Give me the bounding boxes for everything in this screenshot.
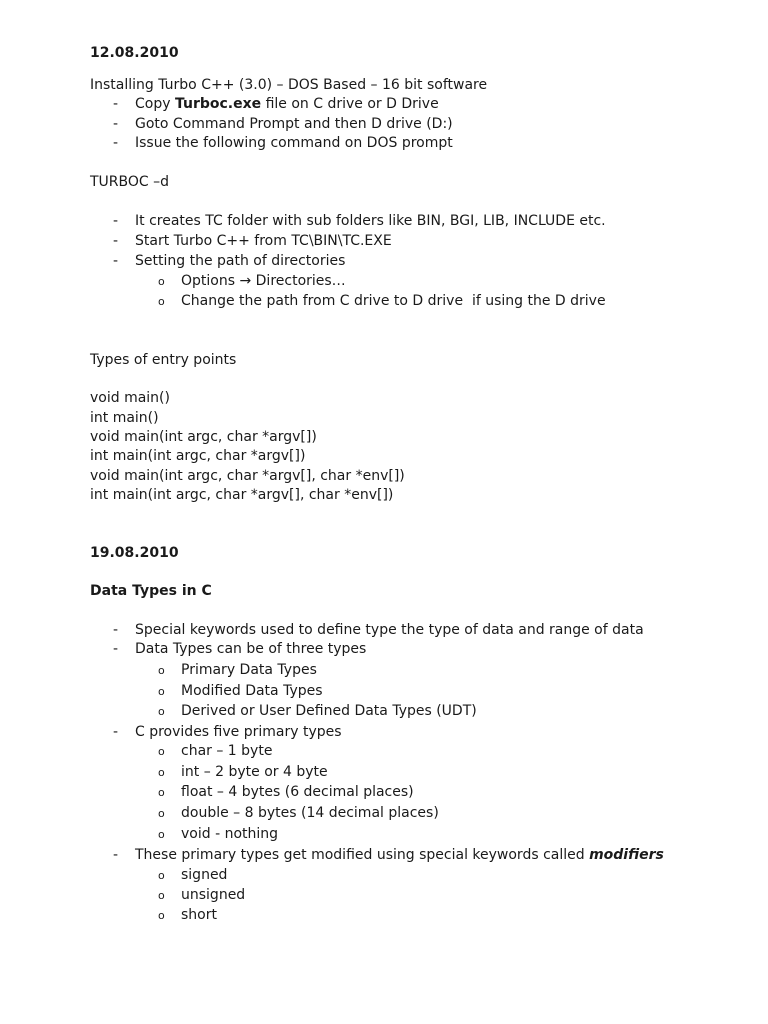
dash-bullet: - — [113, 253, 119, 269]
entry-points-heading: Types of entry points — [90, 352, 237, 368]
step-text: Copy — [135, 96, 175, 112]
primary-type: double – 8 bytes (14 decimal places) — [181, 805, 439, 821]
datatype-point-4 — [135, 847, 664, 864]
entry-point: void main(int argc, char *argv[], char *env[]) — [90, 468, 405, 484]
dash-bullet: - — [113, 96, 119, 112]
circle-bullet: o — [158, 869, 165, 882]
datatypes-heading: Data Types in C — [90, 583, 212, 599]
circle-bullet: o — [158, 295, 165, 308]
dash-bullet: - — [113, 622, 119, 638]
circle-bullet: o — [158, 766, 165, 779]
entry-point: void main(int argc, char *argv[]) — [90, 429, 317, 445]
dash-bullet: - — [113, 116, 119, 132]
modifiers-term: modifiers — [589, 847, 664, 863]
point-text: These primary types get modified using special keywords called — [135, 847, 590, 863]
datatype-point-2: Data Types can be of three types — [135, 641, 367, 657]
install-step-3: Issue the following command on DOS prompt — [135, 135, 453, 151]
command-text: TURBOC –d — [90, 174, 170, 190]
modifier-item: signed — [181, 867, 228, 883]
after-substep-2: Change the path from C drive to D drive if using the D drive — [181, 293, 606, 309]
after-step-3: Setting the path of directories — [135, 253, 346, 269]
modifier-item: short — [181, 907, 217, 923]
circle-bullet: o — [158, 889, 165, 902]
circle-bullet: o — [158, 909, 165, 922]
after-step-2: Start Turbo C++ from TC\BIN\TC.EXE — [135, 233, 392, 249]
datatype-point-3: C provides five primary types — [135, 724, 342, 740]
install-step-2: Goto Command Prompt and then D drive (D:) — [135, 116, 453, 132]
modifier-item: unsigned — [181, 887, 246, 903]
primary-type: int – 2 byte or 4 byte — [181, 764, 328, 780]
filename-bold: Turboc.exe — [174, 96, 262, 112]
dash-bullet: - — [113, 135, 119, 151]
primary-type: void - nothing — [181, 826, 279, 842]
date-heading-1: 12.08.2010 — [90, 45, 179, 61]
dash-bullet: - — [113, 641, 119, 657]
circle-bullet: o — [158, 786, 165, 799]
entry-point: int main(int argc, char *argv[], char *env[]) — [90, 487, 394, 503]
entry-point: int main(int argc, char *argv[]) — [90, 448, 306, 464]
circle-bullet: o — [158, 685, 165, 698]
entry-point: int main() — [90, 410, 159, 426]
dash-bullet: - — [113, 233, 119, 249]
datatype-kind: Primary Data Types — [181, 662, 317, 678]
primary-type: char – 1 byte — [181, 743, 273, 759]
date-heading-2: 19.08.2010 — [90, 545, 179, 561]
install-heading: Installing Turbo C++ (3.0) – DOS Based – 16 bit software — [90, 77, 488, 93]
after-step-1: It creates TC folder with sub folders like BIN, BGI, LIB, INCLUDE etc. — [135, 213, 606, 229]
datatype-kind: Modified Data Types — [181, 683, 323, 699]
circle-bullet: o — [158, 705, 165, 718]
circle-bullet: o — [158, 745, 165, 758]
entry-point: void main() — [90, 390, 170, 406]
primary-type: float – 4 bytes (6 decimal places) — [181, 784, 414, 800]
circle-bullet: o — [158, 664, 165, 677]
after-substep-1: Options → Directories… — [181, 273, 346, 289]
circle-bullet: o — [158, 275, 165, 288]
dash-bullet: - — [113, 724, 119, 740]
dash-bullet: - — [113, 213, 119, 229]
install-step-1 — [135, 96, 439, 113]
circle-bullet: o — [158, 828, 165, 841]
datatype-point-1: Special keywords used to define type the type of data and range of data — [135, 622, 644, 638]
dash-bullet: - — [113, 847, 119, 863]
datatype-kind: Derived or User Defined Data Types (UDT) — [181, 703, 477, 719]
circle-bullet: o — [158, 807, 165, 820]
step-text: file on C drive or D Drive — [261, 96, 439, 112]
